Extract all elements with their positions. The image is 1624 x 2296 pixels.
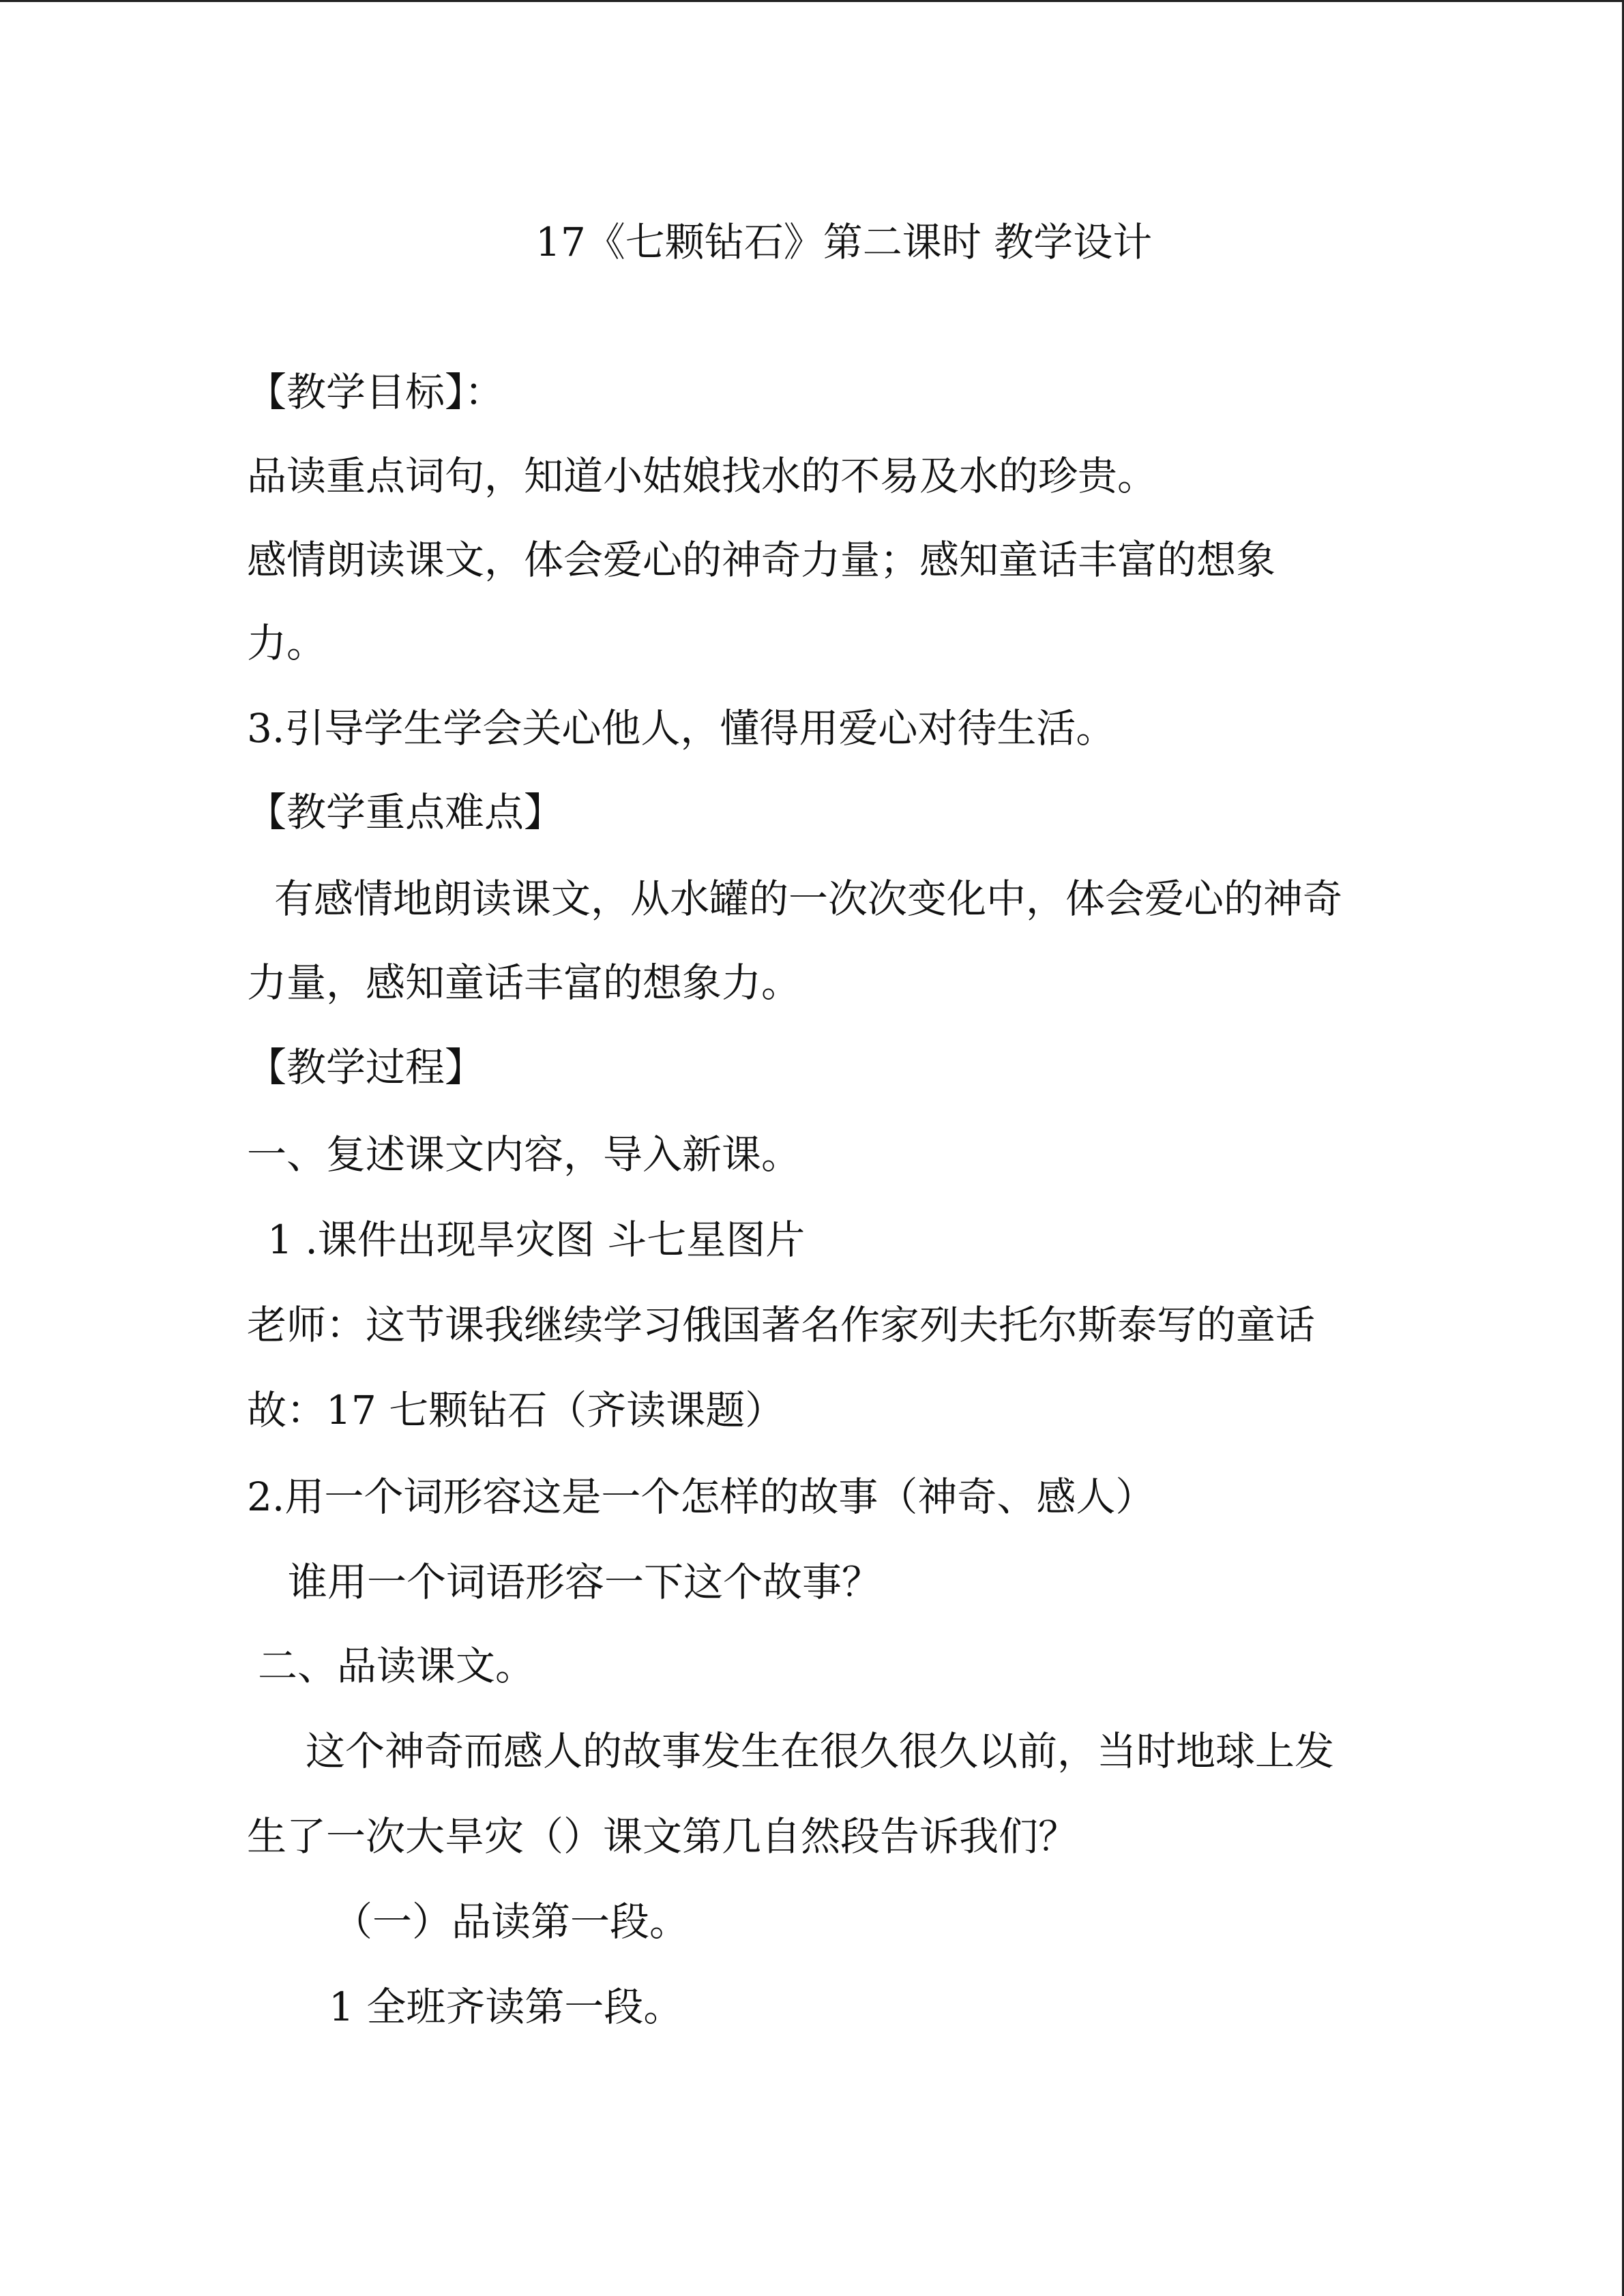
paragraph-line: 感情朗读课文，体会爱心的神奇力量；感知童话丰富的想象 — [247, 537, 1276, 583]
paragraph-line: 力。 — [247, 620, 327, 666]
paragraph-line: 1 全班齐读第一段。 — [329, 1984, 683, 2030]
paragraph-line: （一）品读第一段。 — [333, 1898, 690, 1945]
section-heading-key-points: 【教学重点难点】 — [247, 789, 564, 835]
paragraph-line: 3.引导学生学会关心他人，懂得用爱心对待生活。 — [247, 705, 1116, 751]
document-title: 17《七颗钻石》第二课时 教学设计 — [535, 219, 1153, 265]
paragraph-line: 2.用一个词形容这是一个怎样的故事（神奇、感人） — [247, 1474, 1155, 1520]
paragraph-line: 生了一次大旱灾（）课文第几自然段告诉我们？ — [247, 1813, 1078, 1860]
paragraph-line: 二、品读课文。 — [258, 1643, 535, 1689]
paragraph-line: 故：17 七颗钻石（齐读课题） — [247, 1387, 785, 1433]
paragraph-line: 有感情地朗读课文，从水罐的一次次变化中，体会爱心的神奇 — [274, 876, 1343, 922]
paragraph-line: 一、复述课文内容，导入新课。 — [247, 1131, 801, 1178]
section-heading-objectives: 【教学目标】： — [247, 369, 505, 415]
paragraph-line: 这个神奇而感人的故事发生在很久很久以前，当时地球上发 — [306, 1728, 1335, 1774]
section-heading-process: 【教学过程】 — [247, 1044, 485, 1090]
paragraph-line: 谁用一个词语形容一下这个故事？ — [288, 1559, 882, 1605]
paragraph-line: 老师：这节课我继续学习俄国著名作家列夫托尔斯泰写的童话 — [247, 1302, 1316, 1348]
paragraph-line: 品读重点词句，知道小姑娘找水的不易及水的珍贵。 — [247, 453, 1157, 499]
paragraph-line: 力量，感知童话丰富的想象力。 — [247, 959, 801, 1006]
paragraph-line: 1 .课件出现旱灾图 斗七星图片 — [267, 1217, 806, 1263]
